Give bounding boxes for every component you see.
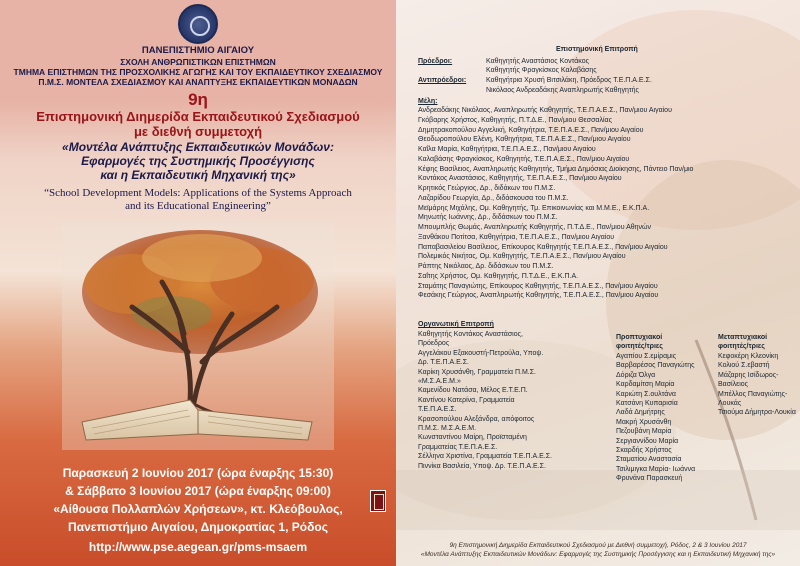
program-name: Π.Μ.Σ. ΜΟΝΤΕΛΑ ΣΧΕΔΙΑΣΜΟΥ ΚΑΙ ΑΝΑΠΤΥΞΗΣ ΕΚΠΑΙΔΕΥΤΙΚΩΝ ΜΟΝΑΔΩΝ [38, 77, 358, 87]
list-item: Καλαβάσης Φραγκίσκος, Καθηγητής, Τ.Ε.Π.Α.Ε.Σ., Παν/μιου Αιγαίου [418, 155, 630, 163]
list-item: Λουκάς [718, 400, 742, 408]
members-label: Μέλη: [418, 98, 438, 105]
theme-english-line1: “School Development Models: Applications of the Systems Approach [44, 187, 352, 199]
list-item: Δόριζα Όλγα [616, 371, 656, 379]
postgrad-heading-line2: φοιτητές/τριες [718, 343, 765, 351]
date-friday: Παρασκευή 2 Ιουνίου 2017 (ώρα έναρξης 15:30) [62, 466, 334, 480]
list-item: Σεργιαννίδου Μαρία [616, 437, 679, 445]
list-item: Αγαπίου Σ.εμίραμις [616, 353, 677, 360]
edition-number: 9η [188, 90, 208, 109]
list-item: Κατσάνη Κυπαρισία [616, 400, 678, 408]
list-item: Σταματίου Αναστασία [616, 456, 682, 464]
list-item: Κεφοκέρη Κλεονίκη [718, 353, 779, 360]
list-item: Γραμματείας Τ.Ε.Π.Α.Ε.Σ. [418, 443, 498, 451]
list-item: Καθηγητής Κοντάκος Αναστάσιος, [418, 331, 523, 338]
list-item: Τ.Ε.Π.Α.Ε.Σ. [418, 406, 457, 414]
list-item: Φεσάκης Γεώργιος, Αναπληρωτής Καθηγητής, Τ.Ε.Π.Α.Ε.Σ., Παν/μιου Αιγαίου [418, 292, 659, 300]
department-name: ΤΜΗΜΑ ΕΠΙΣΤΗΜΩΝ ΤΗΣ ΠΡΟΣΧΟΛΙΚΗΣ ΑΓΩΓΗΣ ΚΑΙ ΤΟΥ ΕΚΠΑΙΔΕΥΤΙΚΟΥ ΣΧΕΔΙΑΣΜΟΥ [13, 67, 383, 77]
footer-event-line: 9η Επιστημονική Διημερίδα Εκπαιδευτικού Σχεδιασμού με Διεθνή συμμετοχή, Ρόδος, 2 & 3 Ιουνίου 2017 [449, 542, 747, 549]
list-item: Αγγελάκου Εξακουστή-Πετρούλα, Υποψ. [418, 349, 544, 357]
list-item: Κρασοπούλου Αλεξάνδρα, απόφοιτος [418, 415, 535, 423]
date-saturday: & Σάββατο 3 Ιουνίου 2017 (ώρα έναρξης 09:00) [65, 484, 331, 498]
venue-line2: Πανεπιστήμιο Αιγαίου, Δημοκρατίας 1, Ρόδος [68, 520, 328, 534]
event-url-link[interactable]: http://www.pse.aegean.gr/pms-msaem [88, 540, 308, 554]
list-item: Τσιούμα Δήμητρα-Λουκία [718, 409, 796, 417]
postgrad-heading-line1: Μεταπτυχιακοί [718, 334, 768, 341]
list-item: Λαδά Δημήτρης [616, 409, 665, 417]
list-item: «Μ.Σ.Α.Ε.Μ.» [418, 378, 461, 386]
list-item: Ξανθάκου Ποτίτσα, Καθηγήτρια, Τ.Ε.Π.Α.Ε.Σ., Παν/μιου Αιγαίου [418, 233, 615, 241]
list-item: Δημητρακοπούλου Αγγελική, Καθηγήτρια, Τ.Ε.Π.Α.Ε.Σ., Παν/μιου Αιγαίου [418, 126, 644, 134]
list-item: Φρυνάνα Παρασκευή [616, 475, 683, 483]
poster-left-panel [0, 0, 396, 566]
vice-chair-2: Νικόλαος Ανδρεαδάκης Αναπληρωτής Καθηγητής [486, 87, 639, 94]
school-name: ΣΧΟΛΗ ΑΝΘΡΩΠΙΣΤΙΚΩΝ ΕΠΙΣΤΗΜΩΝ [120, 57, 276, 67]
list-item: Καρίκη Χρυσάνθη, Γραμματεία Π.Μ.Σ. [418, 368, 537, 376]
list-item: Καμενίδου Νατάσα, Μέλος Ε.Τ.Ε.Π. [418, 387, 528, 395]
university-name: ΠΑΝΕΠΙΣΤΗΜΙΟ ΑΙΓΑΙΟΥ [141, 45, 255, 56]
list-item: Ράπτης Νικόλαος, Δρ. διδάσκων του Π.Μ.Σ. [418, 263, 554, 270]
university-seal-logo [178, 4, 218, 44]
members-list [418, 106, 693, 301]
list-item: Σέλληνα Χριστίνα, Γραμματεία Τ.Ε.Π.Α.Ε.Σ. [418, 453, 552, 461]
event-title: Επιστημονική Διημερίδα Εκπαιδευτικού Σχεδιασμού [36, 109, 360, 124]
footer-theme-line: «Μοντέλα Ανάπτυξης Εκπαιδευτικών Μονάδων: Εφαρμογές της Συστημικής Προσέγγισης και η Εκπαιδευτική Μηχανική της» [420, 551, 776, 558]
postgrad-heading [718, 333, 767, 352]
list-item: Μεϊμάρης Μιχάλης, Ομ. Καθηγητής, Τμ. Επικοινωνίας και Μ.Μ.Ε., Ε.Κ.Π.Α. [418, 204, 650, 212]
organizing-committee-heading: Οργανωτική Επιτροπή [418, 321, 494, 328]
undergrad-heading-line2: φοιτητές/τριες [616, 343, 663, 351]
theme-greek-line1: «Μοντέλα Ανάπτυξης Εκπαιδευτικών Μονάδων: [62, 140, 334, 154]
program-logo-icon [370, 490, 386, 512]
event-subtitle: με διεθνή συμμετοχή [133, 124, 263, 139]
list-item: Κέφης Βασίλειος, Αναπληρωτής Καθηγητής, Τμήμα Δημόσιας Διοίκησης, Πάντειο Παν/μιο [418, 165, 694, 173]
list-item: Καρδαμίτση Μαρία [616, 381, 675, 389]
chairs-label: Πρόεδροι: [418, 58, 453, 65]
list-item: Σταμάτης Παναγιώτης, Επίκουρος Καθηγητής, Τ.Ε.Π.Α.Ε.Σ., Παν/μιου Αιγαίου [418, 282, 658, 290]
list-item: Σαΐτης Χρήστος, Ομ. Καθηγητής, Π.Τ.Δ.Ε., Ε.Κ.Π.Α. [418, 272, 579, 280]
list-item: Καΐλα Μαρία, Καθηγήτρια, Τ.Ε.Π.Α.Ε.Σ., Παν/μιου Αιγαίου [418, 146, 596, 153]
organizing-committee-list [418, 330, 552, 471]
list-item: Παπαβασιλείου Βασίλειος, Επίκουρος Καθηγητής Τ.Ε.Π.Α.Ε.Σ., Παν/μιου Αιγαίου [418, 243, 668, 251]
list-item: Λαζαρίδου Γεωργία, Δρ., διδάσκουσα του Π.Μ.Σ. [418, 194, 569, 202]
list-item: Καντίνου Κατερίνα, Γραμματεία [418, 396, 515, 404]
undergrad-heading-line1: Προπτυχιακοί [616, 334, 663, 341]
list-item: Βασίλειος [718, 381, 749, 389]
list-item: Π.Μ.Σ. Μ.Σ.Α.Ε.Μ. [418, 425, 477, 433]
list-item: Σκαρδής Χρήστος [616, 447, 672, 455]
list-item: Μάζαρης Ισίδωρος- [718, 371, 779, 379]
list-item: Μακρή Χρυσάνθη [616, 418, 672, 426]
postgrad-students-list [718, 352, 796, 418]
list-item: Θεοδωροπούλου Ελένη, Καθηγήτρια, Τ.Ε.Π.Α.Ε.Σ., Παν/μιου Αιγαίου [418, 136, 631, 144]
list-item: Μπουμπλής Θωμάς, Αναπληρωτής Καθηγητής, Π.Τ.Δ.Ε., Παν/μιου Αθηνών [418, 224, 652, 231]
list-item: Πιννίκα Βασιλεία, Υποψ. Δρ. Τ.Ε.Π.Α.Ε.Σ. [418, 462, 546, 470]
list-item: Ανδρεαδάκης Νικόλαος, Αναπληρωτής Καθηγητής, Τ.Ε.Π.Α.Ε.Σ., Παν/μιου Αιγαίου [418, 107, 672, 114]
theme-greek-line3: και η Εκπαιδευτική Μηχανική της» [100, 168, 296, 182]
list-item: Βαρβαρέσος Παναγιώτης [616, 362, 695, 370]
list-item: Μπέλλος Παναγιώτης- [718, 390, 788, 398]
theme-english-line2: and its Educational Engineering” [125, 200, 271, 212]
vice-chair-1: Καθηγήτρια Χρυσή Βιτσιλάκη, Πρόεδρος Τ.Ε.Π.Α.Ε.Σ. [486, 77, 652, 84]
list-item: Καριώτη Σ.ουλτάνα [616, 390, 676, 398]
tree-on-book-painting [62, 222, 334, 450]
theme-greek-line2: Εφαρμογές της Συστημικής Προσέγγισης [81, 154, 315, 168]
list-item: Κολιού Σ.εβαστή [718, 362, 770, 370]
list-item: Κωνσταντίνου Μαίρη, Προϊσταμένη [418, 434, 527, 442]
venue-line1: «Αίθουσα Πολλαπλών Χρήσεων», κτ. Κλεόβουλος, [53, 502, 343, 516]
list-item: Μηνωτής Ιωάννης, Δρ., διδάσκων του Π.Μ.Σ. [418, 214, 558, 222]
list-item: Πρόεδρος [418, 340, 450, 348]
list-item: Δρ. Τ.Ε.Π.Α.Ε.Σ. [418, 359, 469, 367]
undergrad-students-list [616, 352, 695, 484]
list-item: Κρητικός Γεώργιος, Δρ., διδάκων του Π.Μ.Σ. [418, 185, 556, 192]
chair-1: Καθηγητής Αναστάσιος Κοντάκος [486, 58, 589, 65]
list-item: Τσιλιμιγκα Μαρία- Ιωάννα [616, 465, 696, 473]
list-item: Κοντάκος Αναστάσιος, Καθηγητής, Τ.Ε.Π.Α.Ε.Σ., Παν/μιου Αιγαίου [418, 175, 622, 183]
list-item: Πεζουβάνη Μαρία [616, 428, 672, 436]
poster-right-panel [396, 0, 800, 566]
undergrad-heading [616, 333, 663, 352]
vice-chairs-label: Αντιπρόεδροι: [418, 77, 467, 84]
list-item: Γκόβαρης Χρήστος, Καθηγητής, Π.Τ.Δ.Ε., Παν/μιου Θεσσαλίας [418, 116, 612, 124]
chair-2: Καθηγητής Φραγκίσκος Καλαβάσης [486, 67, 597, 74]
list-item: Πολεμικός Νικήτας, Ομ. Καθηγητής, Τ.Ε.Π.Α.Ε.Σ., Παν/μιου Αιγαίου [418, 253, 626, 261]
scientific-committee-heading: Επιστημονική Επιτροπή [556, 46, 638, 53]
